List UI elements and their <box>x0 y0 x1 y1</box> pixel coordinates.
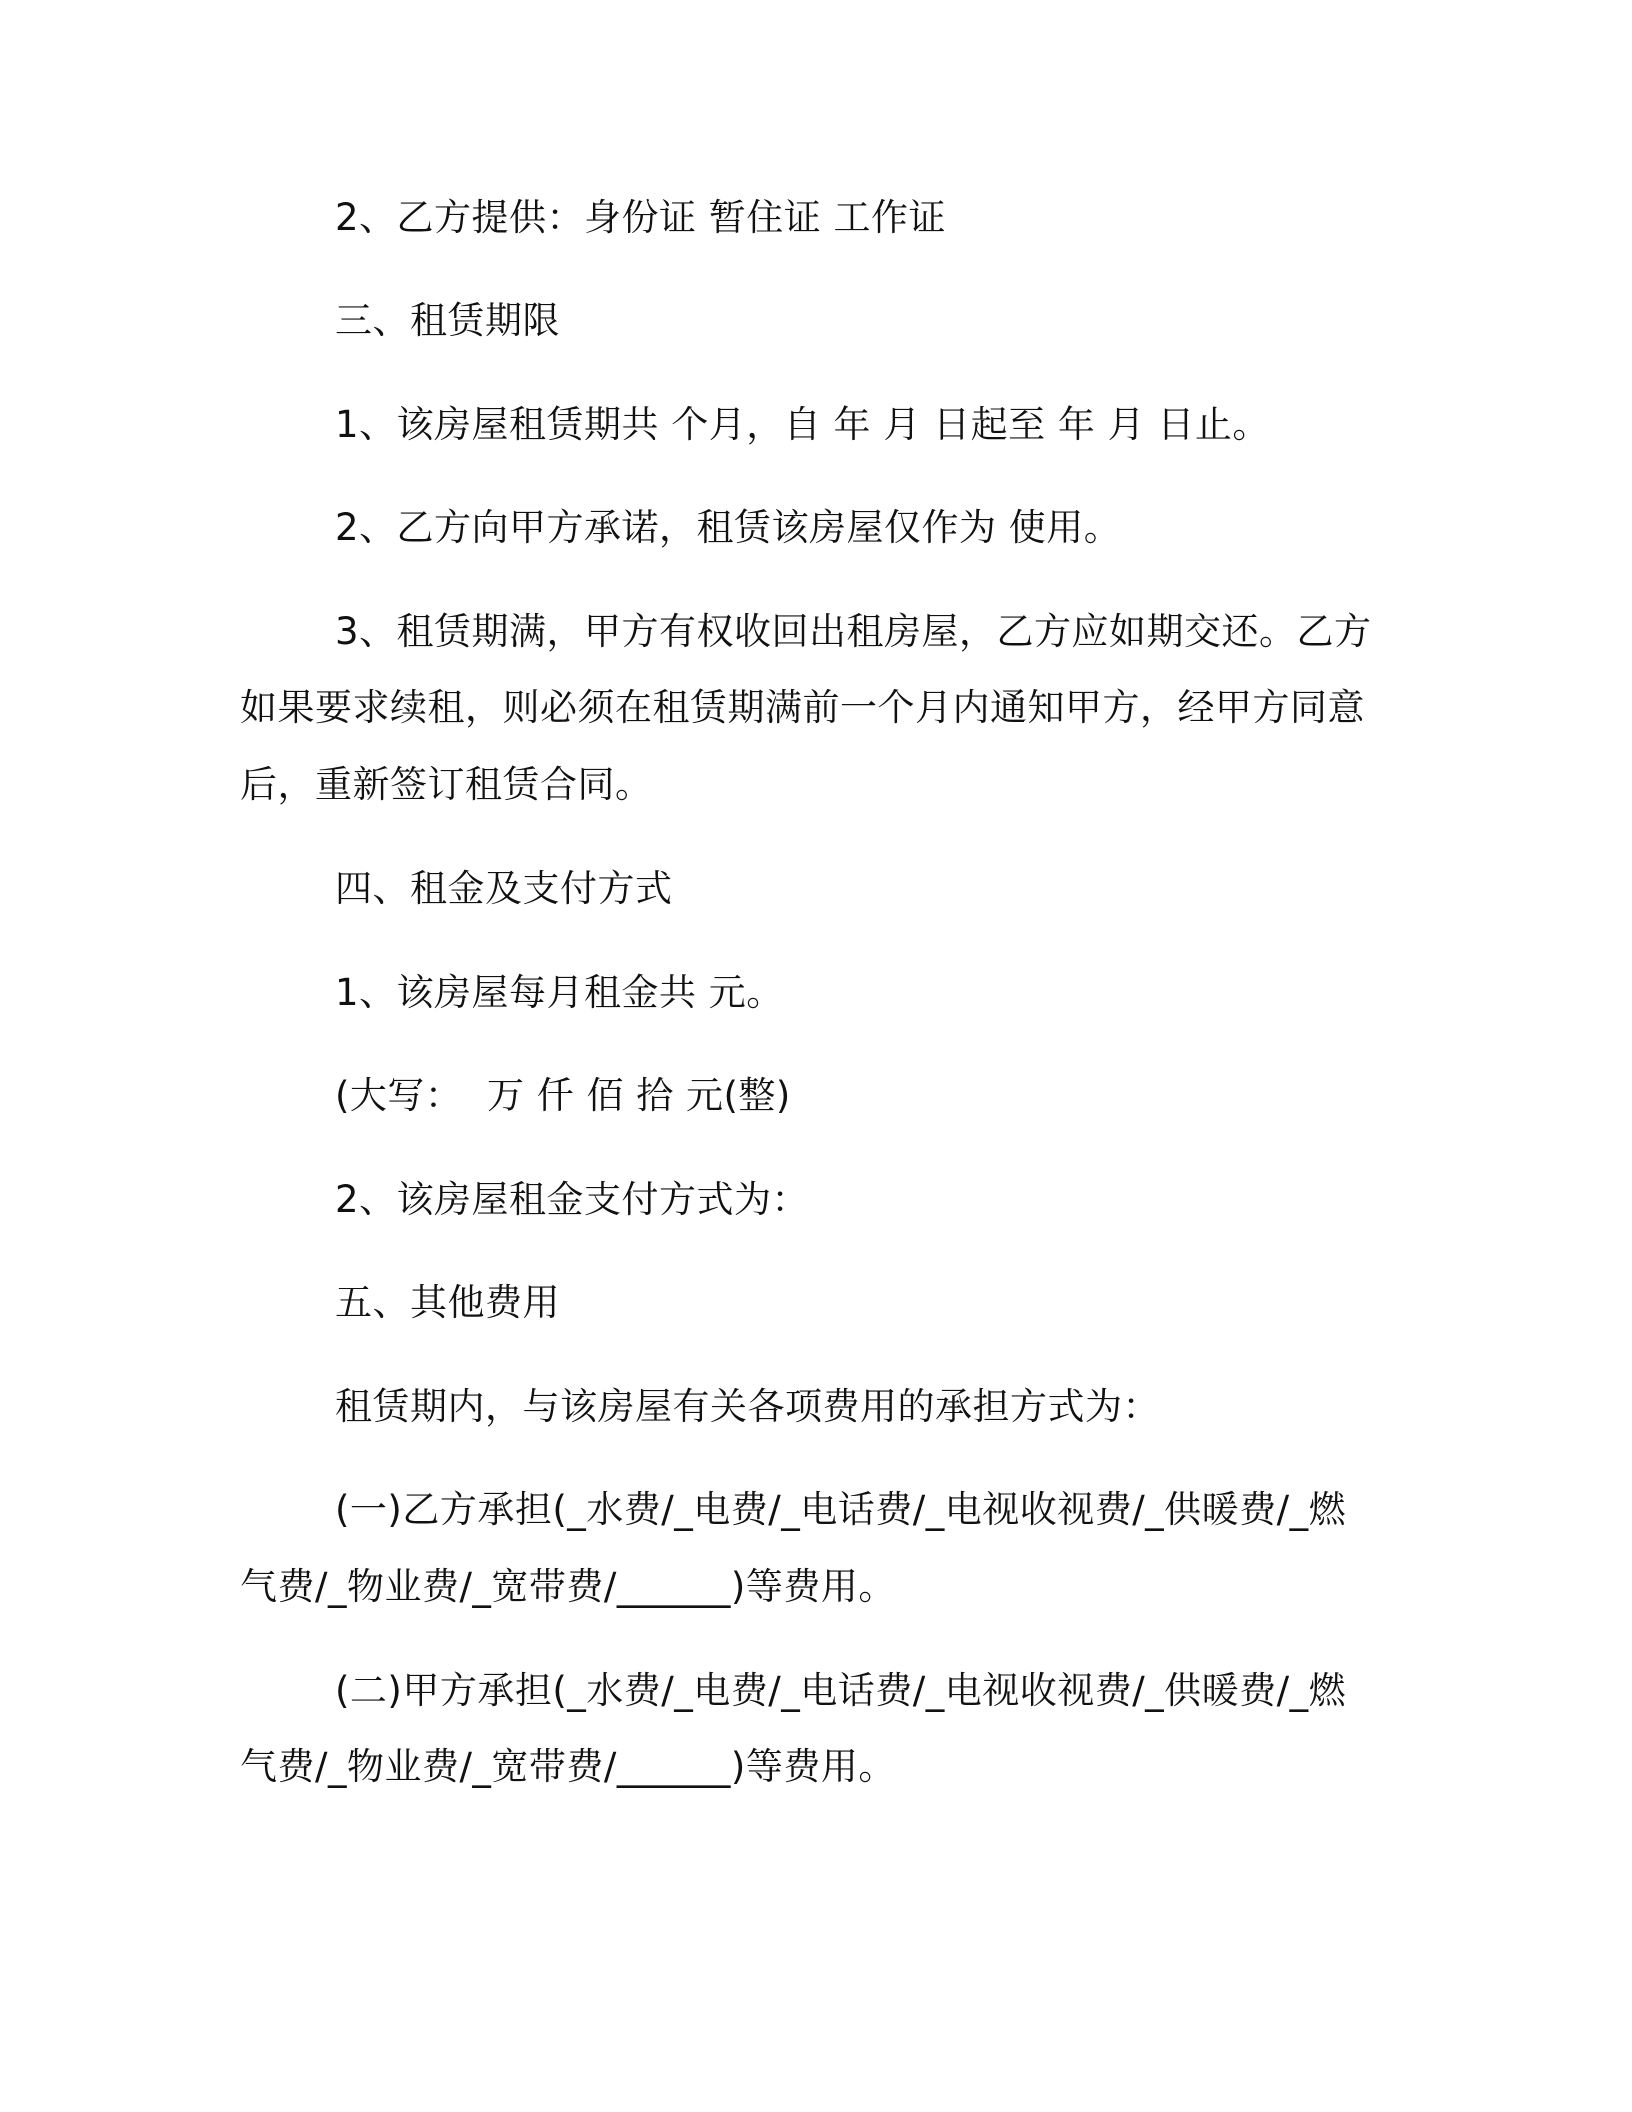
clause-5-1-line-1: (一)乙方承担(_水费/_电费/_电话费/_电视收视费/_供暖费/_燃 <box>335 1488 1347 1531</box>
clause-3-3-line-1: 3、租赁期满，甲方有权收回出租房屋，乙方应如期交还。乙方 <box>335 610 1372 653</box>
section-4-heading: 四、租金及支付方式 <box>335 867 673 910</box>
clause-4-2: 2、该房屋租金支付方式为： <box>335 1178 810 1221</box>
clause-3-3-line-3: 后，重新签订租赁合同。 <box>240 763 653 806</box>
clause-3-2: 2、乙方向甲方承诺，租赁该房屋仅作为 使用。 <box>335 506 1122 549</box>
clause-3-3-line-2: 如果要求续租，则必须在租赁期满前一个月内通知甲方，经甲方同意 <box>240 686 1365 729</box>
clause-2-documents: 2、乙方提供：身份证 暂住证 工作证 <box>335 196 947 239</box>
clause-4-amount-in-words: (大写： 万 仟 佰 拾 元(整) <box>335 1074 791 1117</box>
section-3-heading: 三、租赁期限 <box>335 299 560 342</box>
clause-5-2-line-1: (二)甲方承担(_水费/_电费/_电话费/_电视收视费/_供暖费/_燃 <box>335 1669 1347 1712</box>
clause-3-1: 1、该房屋租赁期共 个月，自 年 月 日起至 年 月 日止。 <box>335 403 1270 446</box>
clause-4-1: 1、该房屋每月租金共 元。 <box>335 971 784 1014</box>
clause-5-1-line-2: 气费/_物业费/_宽带费/______)等费用。 <box>240 1565 896 1608</box>
clause-5-2-line-2: 气费/_物业费/_宽带费/______)等费用。 <box>240 1745 896 1788</box>
section-5-intro: 租赁期内，与该房屋有关各项费用的承担方式为： <box>335 1385 1160 1428</box>
section-5-heading: 五、其他费用 <box>335 1281 560 1324</box>
